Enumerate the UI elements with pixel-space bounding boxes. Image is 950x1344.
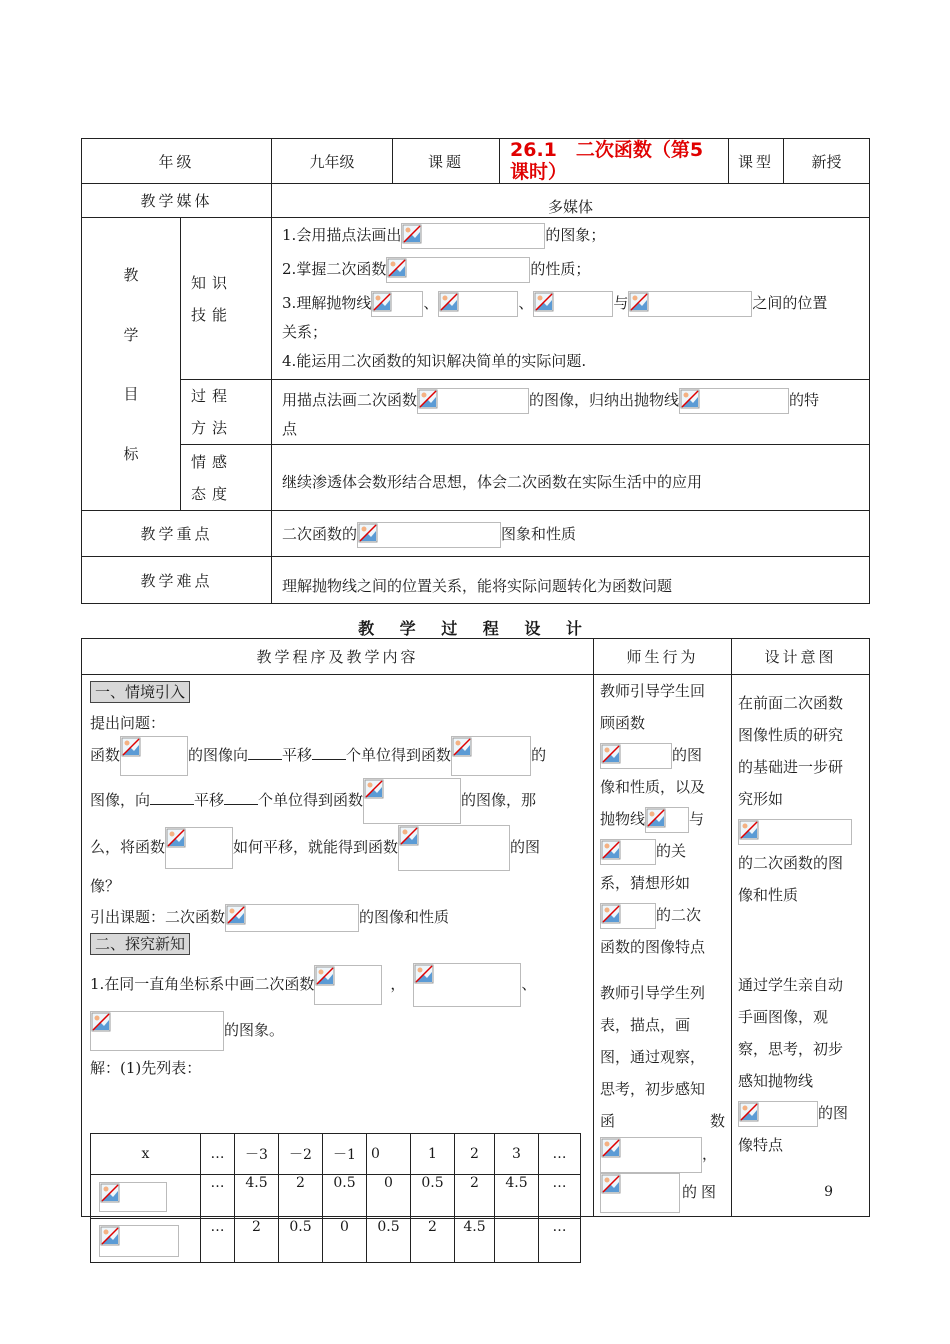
teacher-student-cell: [594, 675, 732, 1217]
vt-r1-9: …: [539, 1175, 581, 1219]
t2-1: 表，描点，画: [600, 1016, 691, 1034]
q1b: 的图像向: [188, 746, 249, 764]
knowledge-label-2: 技能: [191, 305, 234, 324]
formula-image-icon: [120, 736, 188, 776]
vt-r2-1: …: [201, 1219, 235, 1263]
vt-h-1: …: [201, 1134, 235, 1175]
lesson-info-table: [81, 138, 870, 604]
focus-post: 图象和性质: [501, 524, 577, 543]
vt-h-6: 1: [411, 1134, 455, 1175]
media-label: 教学媒体: [82, 184, 272, 218]
col-behavior-header: 师生行为: [594, 639, 732, 675]
k-sep3: 与: [613, 294, 629, 312]
formula-image-icon: [413, 963, 521, 1007]
process-label-2: 方法: [191, 419, 234, 437]
knowledge-label: [181, 218, 272, 380]
vt-h-2: －3: [235, 1134, 279, 1175]
vt-h-0: x: [91, 1134, 201, 1175]
topic-pre: 引出课题：二次函数: [90, 908, 226, 926]
process-table: [81, 638, 870, 1235]
vt-r2-9: …: [539, 1219, 581, 1263]
q1e: 的: [531, 746, 547, 764]
p-cont: 点: [282, 420, 298, 438]
q2a: 图像，向: [90, 791, 151, 809]
p-pre: 用描点法画二次函数: [282, 391, 418, 409]
formula-image-icon: [90, 1011, 224, 1051]
blank-direction-1: [248, 747, 282, 760]
t1-9: 函数的图像特点: [600, 938, 706, 956]
ex-sep: 、: [521, 975, 537, 993]
vt-r1-2: 4.5: [235, 1175, 279, 1219]
k-sep1: 、: [423, 294, 439, 312]
vt-r2-label: [91, 1219, 201, 1263]
col-intent-header: 设计意图: [732, 639, 870, 675]
topic-value-cell: [500, 139, 729, 184]
difficulty-label: 教学难点: [82, 557, 272, 604]
media-value: 多媒体: [272, 184, 870, 218]
emotion-content: 继续渗透体会数形结合思想，体会二次函数在实际生活中的应用: [272, 445, 870, 511]
vt-r2-2: 2: [235, 1219, 279, 1263]
formula-image-icon: [600, 743, 672, 769]
topic-value: 26.1 二次函数（第5课时）: [510, 139, 704, 183]
q1d: 个单位得到函数: [346, 746, 452, 764]
formula-image-icon: [679, 388, 789, 414]
blank-direction-2: [150, 792, 194, 805]
t2-0: 教师引导学生列: [600, 984, 706, 1002]
ex-comma: ，: [390, 975, 406, 993]
blank-units-1: [312, 747, 346, 760]
vt-h-9: …: [539, 1134, 581, 1175]
t2-5: 数: [709, 1112, 725, 1130]
t1-3: 像和性质，以及: [600, 778, 706, 796]
i1-3: 究形如: [738, 790, 784, 808]
k-line3-pre: 3.理解抛物线: [282, 294, 372, 312]
t1-6: 的关: [656, 842, 687, 860]
formula-image-icon: [363, 778, 461, 824]
q1c: 平移: [282, 746, 313, 764]
i2-1: 手画图像，观: [738, 1008, 829, 1026]
q2b: 平移: [194, 791, 225, 809]
process-content: [272, 380, 870, 445]
vt-r2-8: [495, 1219, 539, 1263]
vt-r1-3: 2: [279, 1175, 323, 1219]
emotion-label: [181, 445, 272, 511]
goals-char-4: 标: [123, 444, 139, 463]
focus-pre: 二次函数的: [282, 524, 358, 543]
k-sep2: 、: [518, 294, 534, 312]
vt-h-5: 0: [367, 1134, 411, 1175]
value-table: [90, 1133, 581, 1263]
i1-2: 的基础进一步研: [738, 758, 844, 776]
formula-image-icon: [401, 223, 545, 249]
t1-8: 的二次: [656, 906, 702, 924]
k-line2-pre: 2.掌握二次函数: [282, 260, 387, 278]
goals-char-2: 学: [123, 325, 139, 344]
formula-image-icon: [438, 291, 518, 317]
vt-r2-6: 2: [411, 1219, 455, 1263]
focus-content: [272, 511, 870, 557]
col-content-header: 教学程序及教学内容: [82, 639, 594, 675]
page-number: 9: [824, 1184, 833, 1200]
lesson-type-label: 课型: [729, 139, 784, 184]
goals-char-1: 教: [123, 266, 139, 284]
vt-r1-label: [91, 1175, 201, 1219]
goals-char-3: 目: [123, 385, 139, 404]
vt-h-7: 2: [455, 1134, 495, 1175]
i2-3: 感知抛物线: [738, 1072, 814, 1090]
q1a: 函数: [90, 746, 121, 764]
vt-r1-7: 2: [455, 1175, 495, 1219]
formula-image-icon: [738, 1101, 818, 1127]
formula-image-icon: [600, 903, 656, 929]
t1-4: 抛物线: [600, 810, 646, 828]
q4: 像？: [90, 877, 121, 895]
t2-4: 函: [600, 1112, 616, 1130]
grade-value: 九年级: [272, 139, 393, 184]
vt-h-4: －1: [323, 1134, 367, 1175]
formula-image-icon: [645, 807, 689, 833]
section-intro-heading: 一、情境引入: [90, 681, 190, 703]
vt-r2-7: 4.5: [455, 1219, 495, 1263]
vt-r2-5: 0.5: [367, 1219, 411, 1263]
i2-0: 通过学生亲自动: [738, 976, 844, 994]
difficulty-content: 理解抛物线之间的位置关系，能将实际问题转化为函数问题: [272, 557, 870, 604]
q3a: 么，将函数: [90, 838, 166, 856]
formula-image-icon: [314, 965, 382, 1005]
k-line4: 4.能运用二次函数的知识解决简单的实际问题.: [282, 352, 587, 370]
formula-image-icon: [417, 388, 529, 414]
i1-4: 的二次函数的图: [738, 854, 844, 872]
process-label-1: 过程: [191, 387, 234, 405]
goals-label-cell: [82, 218, 181, 511]
formula-image-icon: [357, 522, 501, 548]
process-design-title: 教 学 过 程 设 计: [358, 619, 592, 638]
q2c: 个单位得到函数: [258, 791, 364, 809]
design-intent-cell: [732, 675, 870, 1217]
focus-label: 教学重点: [82, 511, 272, 557]
i1-5: 像和性质: [738, 886, 799, 904]
t1-1: 顾函数: [600, 714, 646, 732]
t1-7: 系，猜想形如: [600, 874, 691, 892]
formula-image-icon: [451, 736, 531, 776]
vt-r2-4: 0: [323, 1219, 367, 1263]
formula-image-icon: [99, 1225, 179, 1257]
i2-2: 察，思考，初步: [738, 1040, 844, 1058]
i1-0: 在前面二次函数: [738, 694, 844, 712]
knowledge-content: [272, 218, 870, 380]
vt-r1-5: 0: [367, 1175, 411, 1219]
lesson-type-value: 新授: [784, 139, 870, 184]
formula-image-icon: [99, 1182, 167, 1212]
blank-units-2: [224, 792, 258, 805]
process-label: [181, 380, 272, 445]
formula-image-icon: [600, 1137, 702, 1173]
p-post: 的特: [789, 391, 820, 409]
ex1-pre: 1.在同一直角坐标系中画二次函数: [90, 975, 315, 993]
k-line3-post: 之间的位置: [752, 294, 828, 312]
t2-2: 图，通过观察，: [600, 1048, 706, 1066]
section-explore-heading: 二、探究新知: [90, 933, 190, 955]
formula-image-icon: [225, 904, 359, 932]
vt-r2-3: 0.5: [279, 1219, 323, 1263]
formula-image-icon: [165, 827, 233, 869]
vt-h-8: 3: [495, 1134, 539, 1175]
vt-h-3: －2: [279, 1134, 323, 1175]
formula-image-icon: [386, 257, 530, 283]
k-line2-post: 的性质；: [530, 260, 591, 278]
vt-r1-1: …: [201, 1175, 235, 1219]
vt-r1-4: 0.5: [323, 1175, 367, 1219]
grade-label: 年级: [82, 139, 272, 184]
ex2-post: 的图象。: [224, 1021, 285, 1039]
formula-image-icon: [371, 291, 423, 317]
topic-post: 的图像和性质: [359, 908, 450, 926]
formula-image-icon: [398, 825, 510, 871]
t1-0: 教师引导学生回: [600, 682, 706, 700]
solution-label: 解：(1)先列表：: [90, 1059, 202, 1077]
knowledge-label-1: 知识: [191, 273, 234, 292]
t1-5: 与: [689, 810, 705, 828]
q3c: 的图: [510, 838, 541, 856]
k-line1-pre: 1.会用描点法画出: [282, 226, 402, 244]
p-mid: 的图像，归纳出抛物线: [529, 391, 680, 409]
q3b: 如何平移，就能得到函数: [233, 838, 399, 856]
formula-image-icon: [533, 291, 613, 317]
t2-3: 思考，初步感知: [600, 1080, 706, 1098]
t1-2: 的图: [672, 746, 703, 764]
vt-r1-6: 0.5: [411, 1175, 455, 1219]
formula-image-icon: [628, 291, 752, 317]
i2-4: 的图: [818, 1104, 849, 1122]
q2d: 的图像，那: [461, 791, 537, 809]
i2-5: 像特点: [738, 1136, 784, 1154]
k-line1-post: 的图象；: [545, 226, 606, 244]
formula-image-icon: [600, 839, 656, 865]
topic-label: 课题: [393, 139, 500, 184]
t2-7: 的图: [682, 1183, 721, 1201]
t2-6: ，: [702, 1145, 718, 1163]
emotion-label-1: 情感: [191, 452, 234, 471]
k-line3-cont: 关系；: [282, 323, 328, 341]
question-label: 提出问题：: [90, 714, 166, 732]
formula-image-icon: [600, 1173, 680, 1213]
vt-r1-8: 4.5: [495, 1175, 539, 1219]
content-cell: [82, 675, 594, 1235]
emotion-label-2: 态度: [191, 484, 234, 503]
i1-1: 图像性质的研究: [738, 726, 844, 744]
formula-image-icon: [738, 819, 852, 845]
